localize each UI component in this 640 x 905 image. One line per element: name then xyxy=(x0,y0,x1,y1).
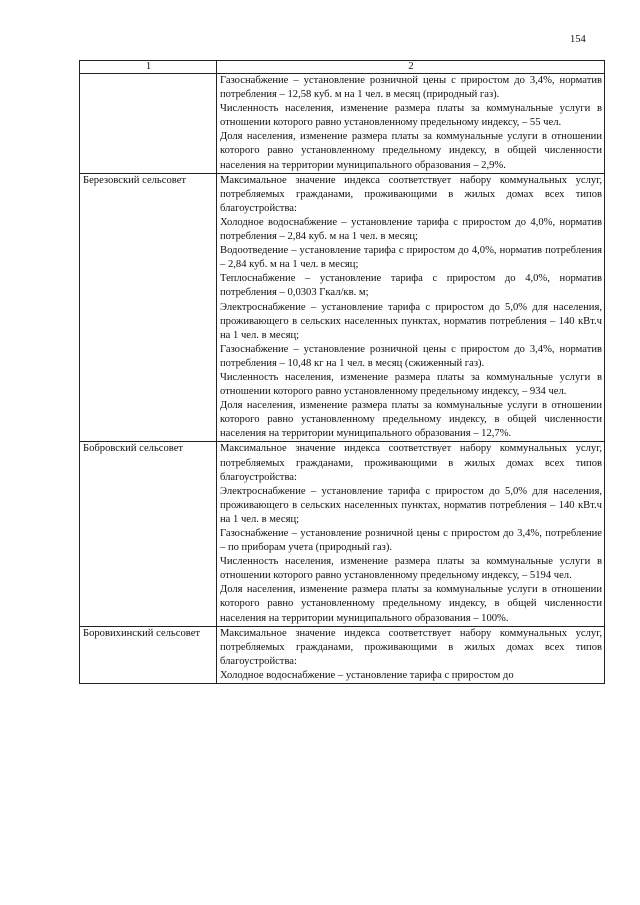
paragraph: Газоснабжение – установление розничной цены с приростом до 3,4%, норматив потребления – 10,48 кг на 1 чел. в месяц (сжиженный газ). xyxy=(220,343,602,369)
description-cell xyxy=(217,442,605,626)
column-header-1: 1 xyxy=(80,61,217,74)
table-row xyxy=(80,626,605,683)
table-header-row xyxy=(80,61,605,74)
paragraph: Доля населения, изменение размера платы за коммунальные услуги в отношении которого равно установленному предельному индексу, в общей численности населения на территории муниципального образования – 12,7%. xyxy=(220,400,602,440)
table-row xyxy=(80,74,605,174)
paragraph: Холодное водоснабжение – установление тарифа с приростом до 4,0%, норматив потребления – 2,84 куб. м на 1 чел. в месяц; xyxy=(220,216,602,243)
page-number: 154 xyxy=(570,34,586,45)
municipality-cell xyxy=(80,173,217,442)
municipality-cell xyxy=(80,626,217,683)
paragraph: Доля населения, изменение размера платы за коммунальные услуги в отношении которого равно установленному предельному индексу, в общей численности населения на территории муниципального образования – 100%. xyxy=(220,584,602,624)
municipality-name: Березовский сельсовет xyxy=(83,174,187,186)
description-cell xyxy=(217,173,605,442)
paragraph: Теплоснабжение – установление тарифа с приростом до 4,0%, норматив потребления – 0,0303 Гкал/кв. м; xyxy=(220,273,602,299)
municipality-cell xyxy=(80,74,217,174)
paragraph: Численность населения, изменение размера платы за коммунальные услуги в отношении которого равно установленному предельному индексу, – 5194 чел. xyxy=(220,556,602,582)
description-cell xyxy=(217,74,605,174)
table-row xyxy=(80,442,605,626)
municipality-name: Бобровский сельсовет xyxy=(83,443,184,455)
paragraph: Численность населения, изменение размера платы за коммунальные услуги в отношении которого равно установленному предельному индексу, – 55 чел. xyxy=(220,103,602,129)
municipality-name: Боровихинский сельсовет xyxy=(83,627,201,639)
paragraph: Максимальное значение индекса соответствует набору коммунальных услуг, потребляемых гражданами, проживающими в жилых домах всех типов благоустройства: xyxy=(220,174,602,214)
tariff-table xyxy=(79,60,605,684)
paragraph: Максимальное значение индекса соответствует набору коммунальных услуг, потребляемых гражданами, проживающими в жилых домах всех типов благоустройства: xyxy=(220,627,602,667)
paragraph: Холодное водоснабжение – установление тарифа с приростом до xyxy=(220,669,514,681)
paragraph: Газоснабжение – установление розничной цены с приростом до 3,4%, потребление – по приборам учета (природный газ). xyxy=(220,528,602,554)
paragraph: Максимальное значение индекса соответствует набору коммунальных услуг, потребляемых гражданами, проживающими в жилых домах всех типов благоустройства: xyxy=(220,443,602,483)
column-header-2: 2 xyxy=(217,61,605,74)
description-cell xyxy=(217,626,605,683)
table-row xyxy=(80,173,605,442)
paragraph: Электроснабжение – установление тарифа с приростом до 5,0% для населения, проживающего в сельских населенных пунктах, норматив потребления – 140 кВт.ч на 1 чел. в месяц; xyxy=(220,301,602,341)
paragraph: Электроснабжение – установление тарифа с приростом до 5,0% для населения, проживающего в сельских населенных пунктах, норматив потребления – 140 кВт.ч на 1 чел. в месяц; xyxy=(220,485,602,525)
municipality-cell xyxy=(80,442,217,626)
paragraph: Доля населения, изменение размера платы за коммунальные услуги в отношении которого равно установленному предельному индексу, в общей численности населения на территории муниципального образования – 2,9%. xyxy=(220,131,602,171)
paragraph: Численность населения, изменение размера платы за коммунальные услуги в отношении которого равно установленному предельному индексу, – 934 чел. xyxy=(220,371,602,398)
paragraph: Газоснабжение – установление розничной цены с приростом до 3,4%, норматив потребления – 12,58 куб. м на 1 чел. в месяц (природный газ). xyxy=(220,75,602,101)
paragraph: Водоотведение – установление тарифа с приростом до 4,0%, норматив потребления – 2,84 куб. м на 1 чел. в месяц; xyxy=(220,245,602,271)
